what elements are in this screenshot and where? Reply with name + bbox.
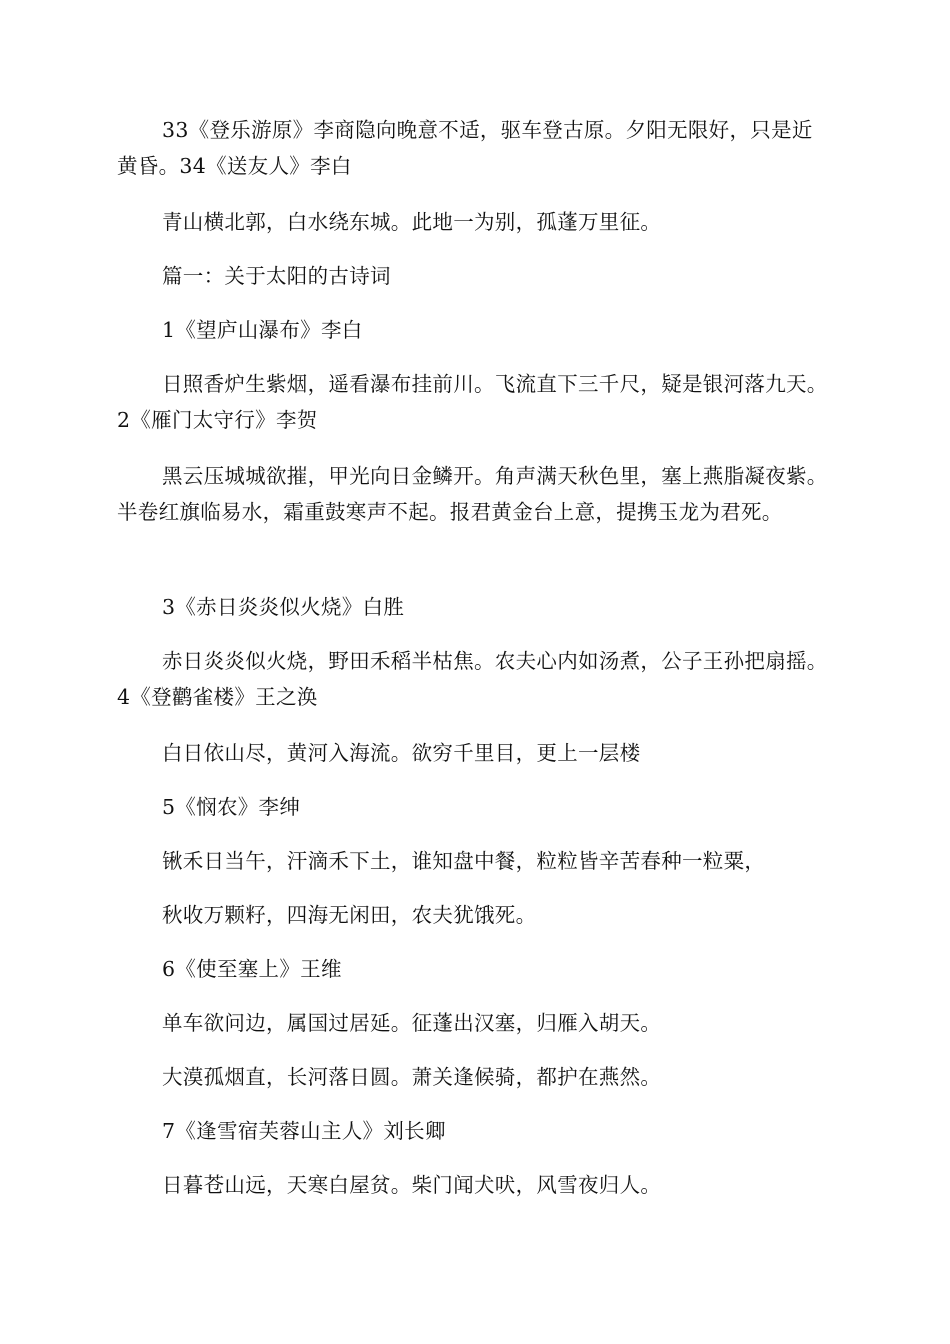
poem-title-6: 6《使至塞上》王维 xyxy=(162,957,342,981)
paragraph-8: 赤日炎炎似火烧，野田禾稻半枯焦。农夫心内如汤煮，公子王孙把扇摇。4《登鹳雀楼》王之涣 xyxy=(117,649,828,709)
paragraph-15: 大漠孤烟直，长河落日圆。萧关逢候骑，都护在燕然。 xyxy=(162,1065,662,1089)
poem-title-5: 5《悯农》李绅 xyxy=(162,795,301,819)
poem-title-7: 7《逢雪宿芙蓉山主人》刘长卿 xyxy=(162,1119,446,1143)
section-heading: 篇一：关于太阳的古诗词 xyxy=(162,264,391,288)
paragraph-12: 秋收万颗籽，四海无闲田，农夫犹饿死。 xyxy=(162,903,537,927)
paragraph-1: 33《登乐游原》李商隐向晚意不适，驱车登古原。夕阳无限好，只是近黄昏。34《送友人》李白 xyxy=(117,118,813,178)
paragraph-17: 日暮苍山远，天寒白屋贫。柴门闻犬吠，风雪夜归人。 xyxy=(162,1173,662,1197)
paragraph-2: 青山横北郭，白水绕东城。此地一为别，孤蓬万里征。 xyxy=(162,210,662,234)
paragraph-11: 锹禾日当午，汗滴禾下土，谁知盘中餐，粒粒皆辛苦春种一粒粟， xyxy=(162,849,766,873)
paragraph-6: 黑云压城城欲摧，甲光向日金鳞开。角声满天秋色里，塞上燕脂凝夜紫。半卷红旗临易水，霜重鼓寒声不起。报君黄金台上意，提携玉龙为君死。 xyxy=(117,464,828,524)
poem-title-3: 3《赤日炎炎似火烧》白胜 xyxy=(162,595,405,619)
paragraph-14: 单车欲问边，属国过居延。征蓬出汉塞，归雁入胡天。 xyxy=(162,1011,662,1035)
paragraph-5: 日照香炉生紫烟，遥看瀑布挂前川。飞流直下三千尺，疑是银河落九天。2《雁门太守行》李贺 xyxy=(117,372,828,432)
poem-title-1: 1《望庐山瀑布》李白 xyxy=(162,318,363,342)
paragraph-9: 白日依山尽，黄河入海流。欲穷千里目，更上一层楼 xyxy=(162,741,641,765)
